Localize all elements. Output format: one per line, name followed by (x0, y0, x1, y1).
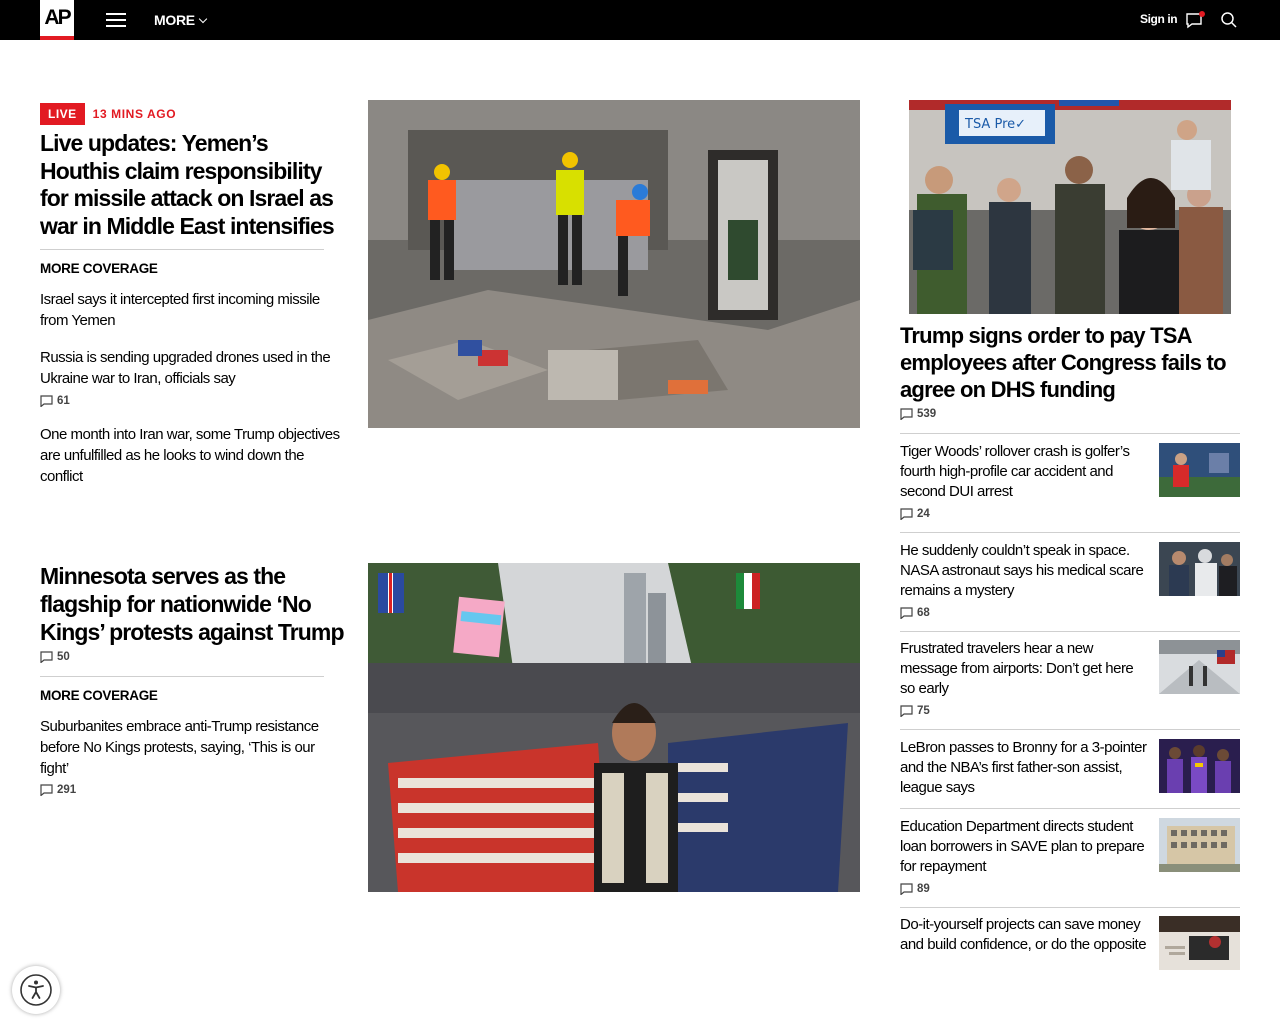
story-thumbnail[interactable] (1159, 542, 1240, 596)
divider (900, 808, 1240, 809)
accessibility-button[interactable] (12, 966, 60, 1014)
comment-icon (40, 784, 53, 796)
comment-count[interactable] (40, 784, 76, 796)
comment-count-value: 539 (917, 408, 937, 420)
coverage-link[interactable]: Suburbanites embrace anti-Trump resistance before No Kings protests, saying, ‘This is our fight’ (40, 718, 319, 777)
story-link[interactable]: Education Department directs student loan borrowers in SAVE plan to prepare for repayment (900, 818, 1145, 875)
comment-count[interactable] (40, 651, 70, 663)
comment-icon (900, 607, 913, 619)
lead-story-image[interactable] (368, 100, 860, 428)
second-headline[interactable]: Minnesota serves as the flagship for nationwide ‘No Kings’ protests against Trump (40, 563, 344, 645)
chevron-down-icon (199, 15, 207, 23)
story-link[interactable]: Tiger Woods’ rollover crash is golfer’s fourth high-profile car accident and second DUI arrest (900, 443, 1130, 500)
comment-icon (900, 408, 913, 420)
divider (900, 729, 1240, 730)
comment-count-value: 75 (917, 705, 930, 717)
more-coverage-label: MORE COVERAGE (40, 261, 158, 276)
comment-count-value: 89 (917, 883, 930, 895)
more-label: MORE (154, 12, 195, 28)
search-icon[interactable] (1220, 11, 1238, 29)
comment-count[interactable] (900, 883, 930, 895)
divider (900, 631, 1240, 632)
story-thumbnail[interactable] (1159, 443, 1240, 497)
comment-icon (40, 395, 53, 407)
divider (900, 532, 1240, 533)
timestamp: 13 MINS AGO (92, 107, 177, 121)
accessibility-icon (19, 973, 53, 1007)
comment-icon (900, 508, 913, 520)
comment-count-value: 24 (917, 508, 930, 520)
story-link[interactable]: He suddenly couldn’t speak in space. NASA astronaut says his medical scare remains a mystery (900, 542, 1144, 599)
comment-count[interactable] (900, 705, 930, 717)
tsa-sign-text: TSA Pre✓ (965, 117, 1027, 132)
second-story-image[interactable] (368, 563, 860, 892)
comment-count[interactable] (40, 395, 70, 407)
coverage-link[interactable]: Russia is sending upgraded drones used in the Ukraine war to Iran, officials say (40, 349, 331, 387)
divider (900, 907, 1240, 908)
comment-count-value: 68 (917, 607, 930, 619)
divider (40, 249, 324, 250)
sign-in-link[interactable]: Sign in (1140, 12, 1178, 26)
comment-icon (900, 705, 913, 717)
menu-icon[interactable] (106, 13, 126, 27)
story-link[interactable]: Frustrated travelers hear a new message from airports: Don’t get here so early (900, 640, 1134, 697)
logo-text: AP (44, 6, 70, 29)
story-thumbnail[interactable] (1159, 916, 1240, 970)
story-thumbnail[interactable] (1159, 640, 1240, 694)
story-link[interactable]: Do-it-yourself projects can save money and build confidence, or do the opposite (900, 916, 1147, 953)
comment-count-value: 50 (57, 651, 70, 663)
comment-icon (900, 883, 913, 895)
divider (40, 676, 324, 677)
live-indicator (40, 103, 176, 125)
story-thumbnail[interactable] (1159, 818, 1240, 872)
comment-count[interactable] (900, 508, 930, 520)
story-link[interactable]: LeBron passes to Bronny for a 3-pointer and the NBA’s first father-son assist, league says (900, 739, 1147, 796)
more-coverage-label: MORE COVERAGE (40, 688, 158, 703)
more-menu-button[interactable] (154, 12, 206, 28)
comment-icon (40, 651, 53, 663)
coverage-link[interactable]: One month into Iran war, some Trump objectives are unfulfilled as he looks to wind down the conflict (40, 426, 340, 485)
divider (900, 433, 1240, 434)
live-badge: LIVE (40, 103, 85, 125)
notification-icon[interactable] (1185, 11, 1205, 29)
lead-headline[interactable]: Live updates: Yemen’s Houthis claim responsibility for missile attack on Israel as war in Middle East intensifies (40, 130, 334, 239)
story-thumbnail[interactable] (1159, 739, 1240, 793)
top-nav (0, 0, 1280, 40)
comment-count[interactable] (900, 408, 936, 420)
right-lead-headline[interactable]: Trump signs order to pay TSA employees after Congress fails to agree on DHS funding (900, 323, 1226, 402)
coverage-link[interactable]: Israel says it intercepted first incoming missile from Yemen (40, 291, 320, 329)
comment-count-value: 291 (57, 784, 77, 796)
tsa-story-image[interactable] (909, 100, 1231, 314)
comment-count-value: 61 (57, 395, 70, 407)
ap-logo[interactable] (40, 0, 74, 40)
comment-count[interactable] (900, 607, 930, 619)
